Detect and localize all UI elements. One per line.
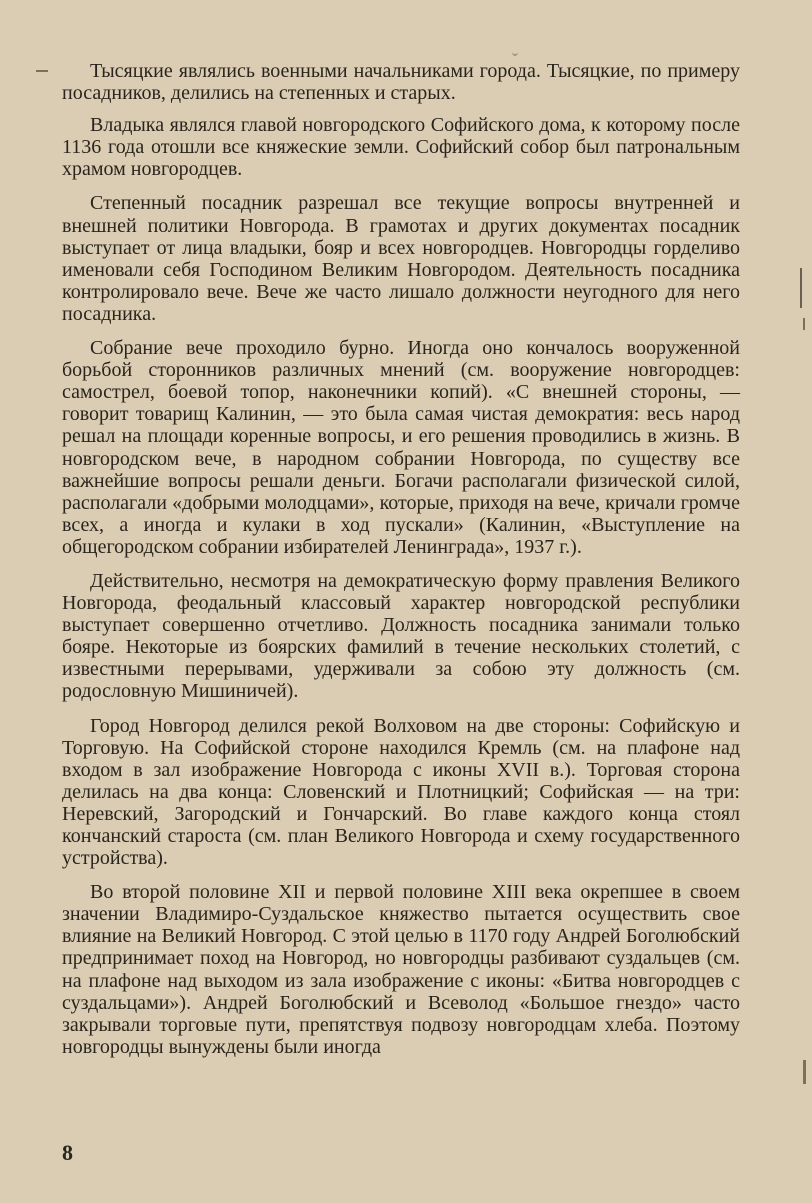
paragraph-1: Тысяцкие являлись военными начальниками города. Тысяцкие, по примеру посадников, делились на степенных и старых.: [62, 60, 740, 105]
scan-mark: [800, 268, 802, 308]
page-number: 8: [62, 1140, 73, 1165]
scan-mark: [803, 1060, 806, 1084]
scan-mark: [36, 70, 48, 72]
paragraph-6: Город Новгород делился рекой Волховом на две стороны: Софийскую и Торговую. На Софийской стороне находился Кремль (см. на плафоне над входом в зал изображение Новгорода с иконы XVII в.). Торговая сторона делилась на два конца: Словенский и Плотницкий; Софийская — на три: Неревский, Загородский и Гончарский. Во главе каждого конца стоял кончанский староста (см. план Великого Новгорода и схему государственного устройства).: [62, 714, 740, 870]
paragraph-5: Действительно, несмотря на демократическую форму правления Великого Новгорода, феодальный классовый характер новгородской республики выступает совершенно отчетливо. Должность посадника занимали только бояре. Некоторые из боярских фамилий в течение нескольких столетий, с известными перерывами, удерживали за собою эту должность (см. родословную Мишиничей).: [62, 569, 740, 703]
paragraph-7: Во второй половине XII и первой половине XIII века окрепшее в своем значении Владимиро-Суздальское княжество пытается осуществить свое влияние на Великий Новгород. С этой целью в 1170 году Андрей Боголюбский предпринимает поход на Новгород, но новгородцы разбивают суздальцев (см. на плафоне над выходом из зала изображение с иконы: «Битва новгородцев с суздальцами»). Андрей Боголюбский и Всеволод «Большое гнездо» часто закрывали торговые пути, препятствуя подвозу новгородцам хлеба. Поэтому новгородцы вынуждены были иногда: [62, 881, 740, 1058]
paragraph-4: Собрание вече проходило бурно. Иногда оно кончалось вооруженной борьбой сторонников различных мнений (см. вооружение новгородцев: самострел, боевой топор, наконечники копий). «С внешней стороны, — говорит товарищ Калинин, — это была самая чистая демократия: весь народ решал на площади коренные вопросы, и его решения проводились в жизнь. В новгородском вече, в народном собрании Новгорода, по существу все важнейшие вопросы решали деньги. Богачи располагали физической силой, располагали «добрыми молодцами», которые, приходя на вече, кричали громче всех, а иногда и кулаки в ход пускали» (Калинин, «Выступление на общегородском собрании избирателей Ленинграда», 1937 г.).: [62, 337, 740, 558]
body-text: [62, 60, 740, 1070]
paragraph-2: Владыка являлся главой новгородского Софийского дома, к которому после 1136 года отошли все княжеские земли. Софийский собор был патрональным храмом новгородцев.: [62, 114, 740, 181]
paragraph-3: Степенный посадник разрешал все текущие вопросы внутренней и внешней политики Новгорода. В грамотах и других документах посадник выступает от лица владыки, бояр и всех новгородцев. Новгородцы горделиво именовали себя Господином Великим Новгородом. Деятельность посадника контролировало вече. Вече же часто лишало должности неугодного для него посадника.: [62, 192, 740, 325]
scan-mark: [512, 48, 518, 56]
scan-mark: [803, 318, 805, 330]
